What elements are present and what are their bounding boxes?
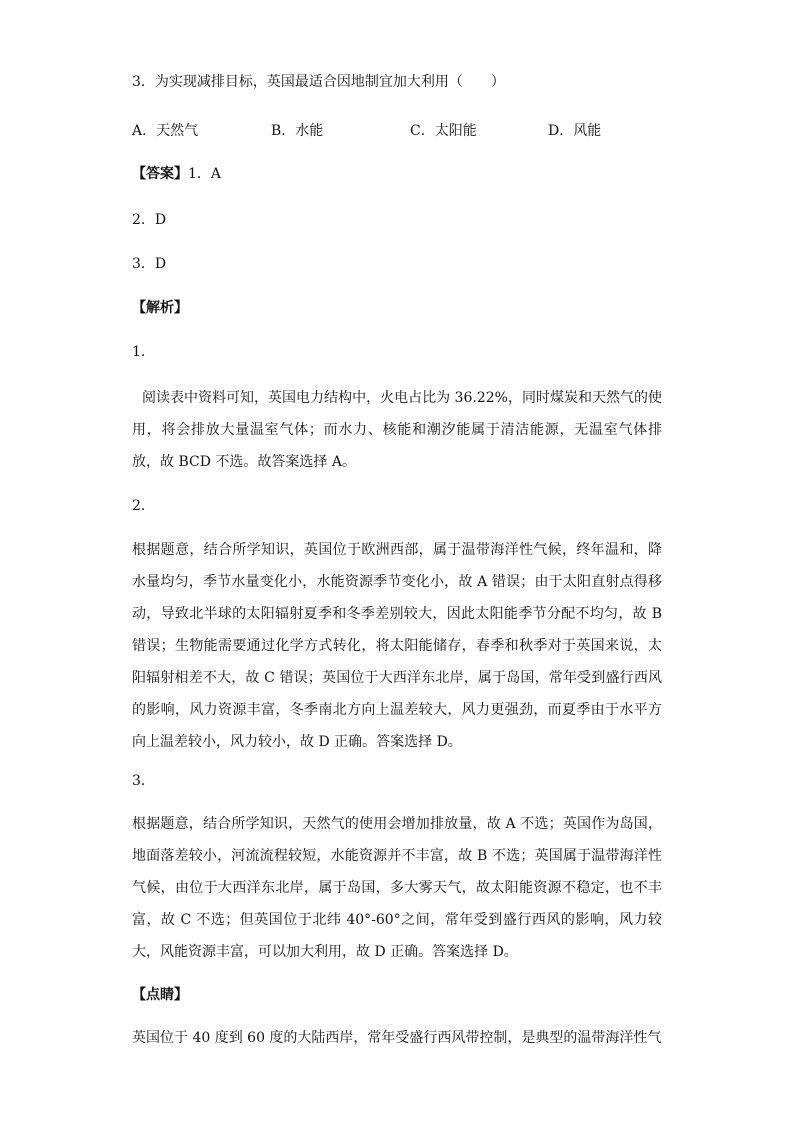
answer-2: 2．D [132,212,167,228]
answer-3: 3．D [132,256,167,272]
analysis-heading: 【解析】 [132,300,188,316]
option-b: B．水能 [271,123,324,139]
comment-heading: 【点睛】 [132,987,188,1003]
answer-heading: 【答案】 [132,166,188,182]
comment-text: 英国位于 40 度到 60 度的大陆西岸，常年受盛行西风带控制，是典型的温带海洋性气 [132,1030,662,1046]
analysis-label-1: 1． [132,344,155,360]
option-c: C．太阳能 [410,123,477,139]
analysis-text-1: 阅读表中资料可知，英国电力结构中，火电占比为 36.22%，同时煤炭和天然气的使用，将会排放大量温室气体；而水力、核能和潮汐能属于清洁能源，无温室气体排放，故 BCD 不选。故答案选择 A。 [132,390,662,470]
answer-1: 1．A [188,166,222,182]
option-a: A．天然气 [132,123,199,139]
answer-block [132,164,221,184]
analysis-text-2: 根据题意，结合所学知识，英国位于欧洲西部，属于温带海洋性气候，终年温和，降水量均匀，季节水量变化小，水能资源季节变化小，故 A 错误；由于太阳直射点得移动，导致北半球的太阳辐射夏季和冬季差别较大，因此太阳能季节分配不均匀，故 B 错误；生物能需要通过化学方式转化，将太阳能储存，春季和秋季对于英国来说，太阳辐射相差不大，故 C 错误；英国位于大西洋东北岸，属于岛国，常年受到盛行西风的影响，风力资源丰富，冬季南北方向上温差较大，风力更强劲，而夏季由于水平方向上温差较小，风力较小，故 D 正确。答案选择 D。 [132,542,662,750]
option-d: D．风能 [548,123,602,139]
analysis-label-3: 3． [132,773,155,789]
analysis-text-3: 根据题意，结合所学知识，天然气的使用会增加排放量，故 A 不选；英国作为岛国，地面落差较小，河流流程较短，水能资源并不丰富，故 B 不选；英国属于温带海洋性气候，由位于大西洋东北岸，属于岛国，多大雾天气，故太阳能资源不稳定，也不丰富，故 C 不选；但英国位于北纬 40°-60°之间，常年受到盛行西风的影响，风力较大，风能资源丰富，可以加大利用，故 D 正确。答案选择 D。 [132,816,662,960]
question-3-stem: 3．为实现减排目标，英国最适合因地制宜加大利用（ ） [132,74,505,90]
analysis-label-2: 2． [132,498,155,514]
